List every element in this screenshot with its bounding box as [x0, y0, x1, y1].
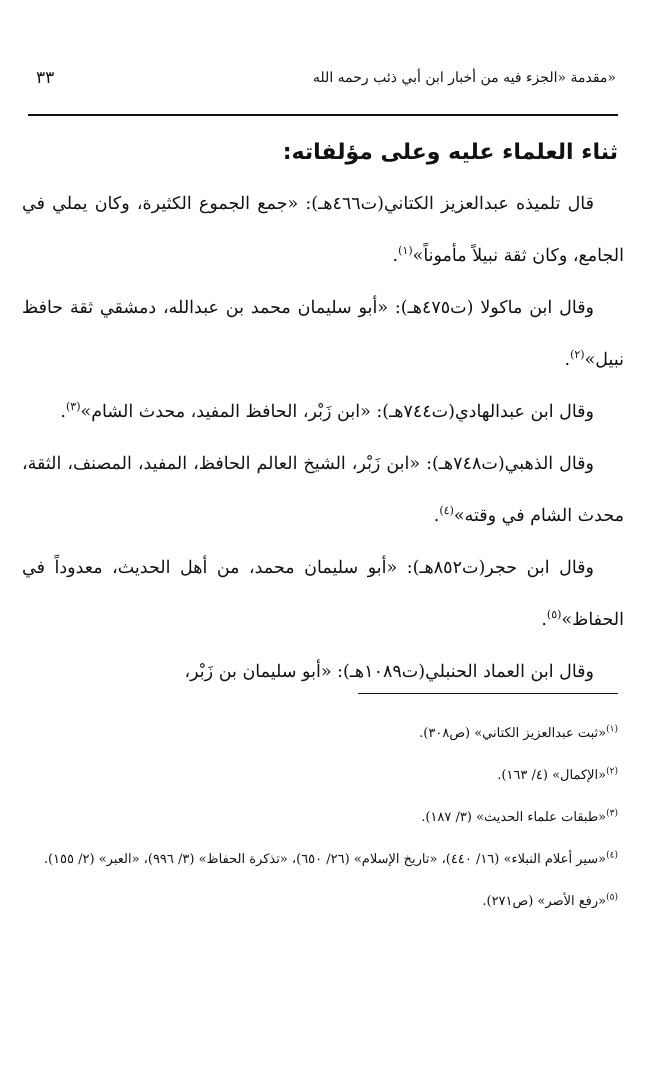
paragraph [22, 542, 624, 646]
section-title: ثناء العلماء عليه وعلى مؤلفاته: [282, 140, 618, 165]
paragraph-text: قال تلميذه عبدالعزيز الكتاني(ت٤٦٦هـ): «جمع الجموع الكثيرة، وكان يملي في الجامع، وكان ثقة نبيلاً مأموناً» [22, 194, 624, 266]
paragraph-text: وقال ابن حجر(ت٨٥٢هـ): «أبو سليمان محمد، من أهل الحديث، معدوداً في الحفاظ» [22, 558, 624, 630]
footnote-text: «رفع الأصر» (ص٢٧١). [482, 894, 607, 909]
paragraph [22, 438, 624, 542]
footnote-ref: (٤) [439, 504, 454, 518]
footnote [26, 846, 618, 874]
running-header [30, 68, 616, 88]
footnote-ref: (٥) [546, 608, 562, 622]
footnote-text: «ثبت عبدالعزيز الكتاني» (ص٣٠٨). [419, 726, 607, 741]
paragraph-end: . [60, 402, 66, 422]
footnotes [26, 720, 618, 930]
footnote-ref: (٣) [66, 400, 81, 414]
page-number: ٣٣ [36, 68, 55, 88]
paragraph [22, 646, 624, 698]
footnote [26, 804, 618, 832]
footnote-number: (٢) [606, 766, 618, 777]
footnote-text: «طبقات علماء الحديث» (٣/ ١٨٧). [421, 810, 607, 825]
paragraph-end: . [564, 350, 571, 370]
footnote [26, 720, 618, 748]
paragraph-end: . [433, 506, 440, 526]
footnote-text: «سير أعلام النبلاء» (١٦/ ٤٤٠)، «تاريخ الإسلام» (٢٦/ ٦٥٠)، «تذكرة الحفاظ» (٣/ ٩٩٦)، «العبر» (٢/ ١٥٥). [43, 852, 607, 867]
paragraph [22, 386, 624, 438]
paragraph-text: وقال ابن ماكولا (ت٤٧٥هـ): «أبو سليمان محمد بن عبدالله، دمشقي ثقة حافظ نبيل» [22, 298, 624, 370]
footnote [26, 888, 618, 916]
footnote-number: (٤) [606, 850, 618, 861]
paragraph [22, 282, 624, 386]
running-title: مقدمة «الجزء فيه من أخبار ابن أبي ذئب رحمه الله» [312, 70, 616, 86]
footnote-ref: (٢) [570, 348, 585, 362]
footnote-ref: (١) [398, 244, 413, 258]
footnote-number: (١) [606, 724, 618, 735]
paragraph [22, 178, 624, 282]
footnote-separator [358, 693, 618, 694]
paragraph-text: وقال ابن العماد الحنبلي(ت١٠٨٩هـ): «أبو سليمان بن زَبْر، [184, 662, 594, 682]
footnote-number: (٥) [606, 892, 618, 903]
paragraph-text: وقال الذهبي(ت٧٤٨هـ): «ابن زَبْر، الشيخ العالم الحافظ، المفيد، المصنف، الثقة، محدث الشام في وقته» [22, 454, 624, 526]
header-rule [28, 114, 618, 116]
paragraph-text: وقال ابن عبدالهادي(ت٧٤٤هـ): «ابن زَبْر، الحافظ المفيد، محدث الشام» [80, 402, 594, 422]
footnote [26, 762, 618, 790]
footnote-number: (٣) [606, 808, 618, 819]
paragraph-end: . [392, 246, 399, 266]
paragraph-end: . [541, 610, 547, 630]
main-text [22, 128, 624, 698]
footnote-text: «الإكمال» (٤/ ١٦٣). [497, 768, 607, 783]
